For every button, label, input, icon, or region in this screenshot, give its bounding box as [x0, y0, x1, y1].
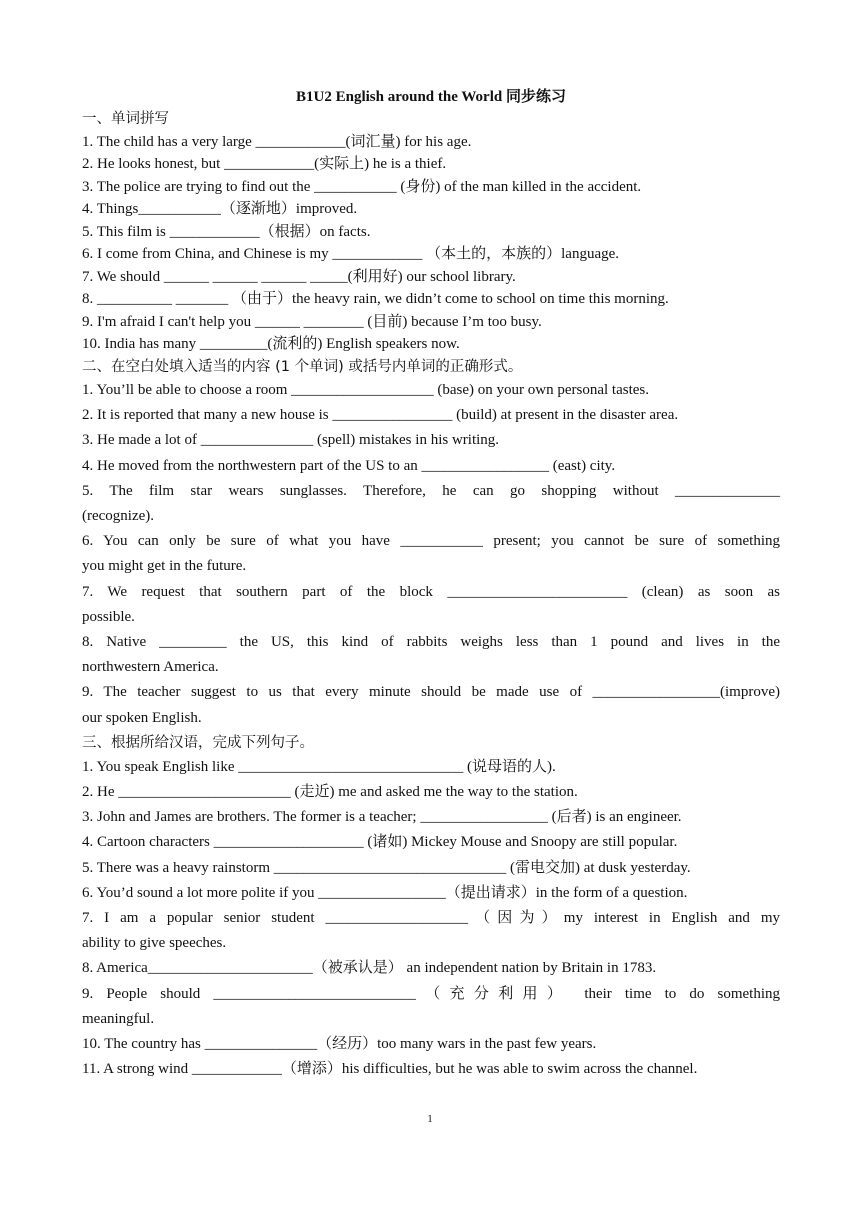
exercise-item: 9. I'm afraid I can't help you ______ ________ (目前) because I’m too busy.	[82, 313, 542, 330]
exercise-line: 7. I am a popular senior student ___________________（因为）my interest in English and my	[82, 910, 780, 927]
exercise-line: northwestern America.	[82, 659, 219, 676]
exercise-line: 4. He moved from the northwestern part of the US to an _________________ (east) city.	[82, 457, 616, 474]
exercise-line: 1. You speak English like ______________________________ (说母语的人).	[82, 758, 556, 775]
exercise-item	[82, 856, 780, 881]
exercise-line: 6. You’d sound a lot more polite if you _________________（提出请求）in the form of a question.	[82, 884, 688, 901]
worksheet-title: B1U2 English around the World 同步练习	[296, 89, 566, 105]
exercise-item	[82, 378, 780, 403]
exercise-item	[82, 830, 780, 855]
exercise-line: 11. A strong wind ____________（增添）his difficulties, but he was able to swim across the channel.	[82, 1061, 698, 1078]
exercise-line: 9. People should ___________________________（充分利用） their time to do something	[82, 985, 780, 1002]
page-number: 1	[427, 1113, 433, 1125]
exercise-item	[82, 780, 780, 805]
exercise-item	[82, 805, 780, 830]
exercise-line: 8. America______________________（被承认是） an independent nation by Britain in 1783.	[82, 960, 657, 977]
exercise-item	[82, 956, 780, 981]
exercise-item: 4. Things___________（逐渐地）improved.	[82, 201, 358, 217]
exercise-item: 8. __________ _______ （由于）the heavy rain, we didn’t come to school on time this morning.	[82, 291, 669, 307]
exercise-line: you might get in the future.	[82, 558, 247, 575]
exercise-line: ability to give speeches.	[82, 935, 227, 952]
section-2-items	[82, 378, 780, 731]
exercise-line: 4. Cartoon characters ____________________ (诸如) Mickey Mouse and Snoopy are still popular.	[82, 834, 678, 851]
exercise-item: 6. I come from China, and Chinese is my ____________ （本土的，本族的）language.	[82, 246, 620, 262]
exercise-line: 10. The country has _______________（经历）too many wars in the past few years.	[82, 1036, 597, 1053]
exercise-item	[82, 1057, 780, 1082]
exercise-line: 2. He _______________________ (走近) me and asked me the way to the station.	[82, 784, 578, 801]
exercise-line: 6. You can only be sure of what you have ___________ present; you cannot be sure of something	[82, 533, 780, 550]
exercise-item	[82, 580, 780, 630]
exercise-item	[82, 680, 780, 730]
section-2-heading: 二、在空白处填入适当的内容 (1 个单词) 或括号内单词的正确形式。	[82, 358, 523, 375]
exercise-line: 7. We request that southern part of the block ________________________ (clean) as soon as	[82, 583, 780, 600]
exercise-item: 7. We should ______ ______ ______ _____(利用好) our school library.	[82, 268, 516, 285]
exercise-item: 3. The police are trying to find out the ___________ (身份) of the man killed in the accident.	[82, 178, 642, 195]
exercise-item	[82, 428, 780, 453]
section-3-items	[82, 755, 780, 1083]
section-1-items	[82, 131, 780, 356]
section-3-heading: 三、根据所给汉语，完成下列句子。	[82, 734, 314, 751]
exercise-item	[82, 755, 780, 780]
exercise-line: 2. It is reported that many a new house is ________________ (build) at present in the disaster area.	[82, 407, 679, 424]
exercise-item	[82, 529, 780, 579]
exercise-line: 5. The film star wears sunglasses. Therefore, he can go shopping without ______________	[82, 482, 780, 499]
exercise-item: 2. He looks honest, but ____________(实际上) he is a thief.	[82, 156, 447, 172]
exercise-item: 1. The child has a very large ____________(词汇量) for his age.	[82, 133, 472, 150]
exercise-line: 5. There was a heavy rainstorm _______________________________ (雷电交加) at dusk yesterday.	[82, 859, 691, 876]
exercise-item	[82, 630, 780, 680]
exercise-item	[82, 479, 780, 529]
exercise-line: possible.	[82, 608, 135, 625]
exercise-item	[82, 403, 780, 428]
exercise-item: 10. India has many _________(流利的) English speakers now.	[82, 336, 460, 352]
exercise-line: 9. The teacher suggest to us that every minute should be made use of _________________(improve)	[82, 684, 780, 701]
exercise-line: 8. Native _________ the US, this kind of rabbits weighs less than 1 pound and lives in the	[82, 634, 780, 651]
exercise-item	[82, 1032, 780, 1057]
exercise-line: (recognize).	[82, 508, 155, 525]
section-1-heading: 一、单词拼写	[82, 111, 169, 127]
exercise-item	[82, 906, 780, 956]
exercise-item	[82, 881, 780, 906]
exercise-item: 5. This film is ____________（根据）on facts.	[82, 223, 371, 240]
exercise-line: 3. He made a lot of _______________ (spell) mistakes in his writing.	[82, 432, 500, 449]
exercise-line: our spoken English.	[82, 709, 202, 726]
exercise-line: meaningful.	[82, 1010, 155, 1027]
exercise-item	[82, 454, 780, 479]
exercise-line: 1. You’ll be able to choose a room ___________________ (base) on your own personal tastes.	[82, 382, 649, 398]
exercise-item	[82, 982, 780, 1032]
exercise-line: 3. John and James are brothers. The former is a teacher; _________________ (后者) is an engineer.	[82, 809, 682, 826]
worksheet-page	[82, 86, 780, 1082]
